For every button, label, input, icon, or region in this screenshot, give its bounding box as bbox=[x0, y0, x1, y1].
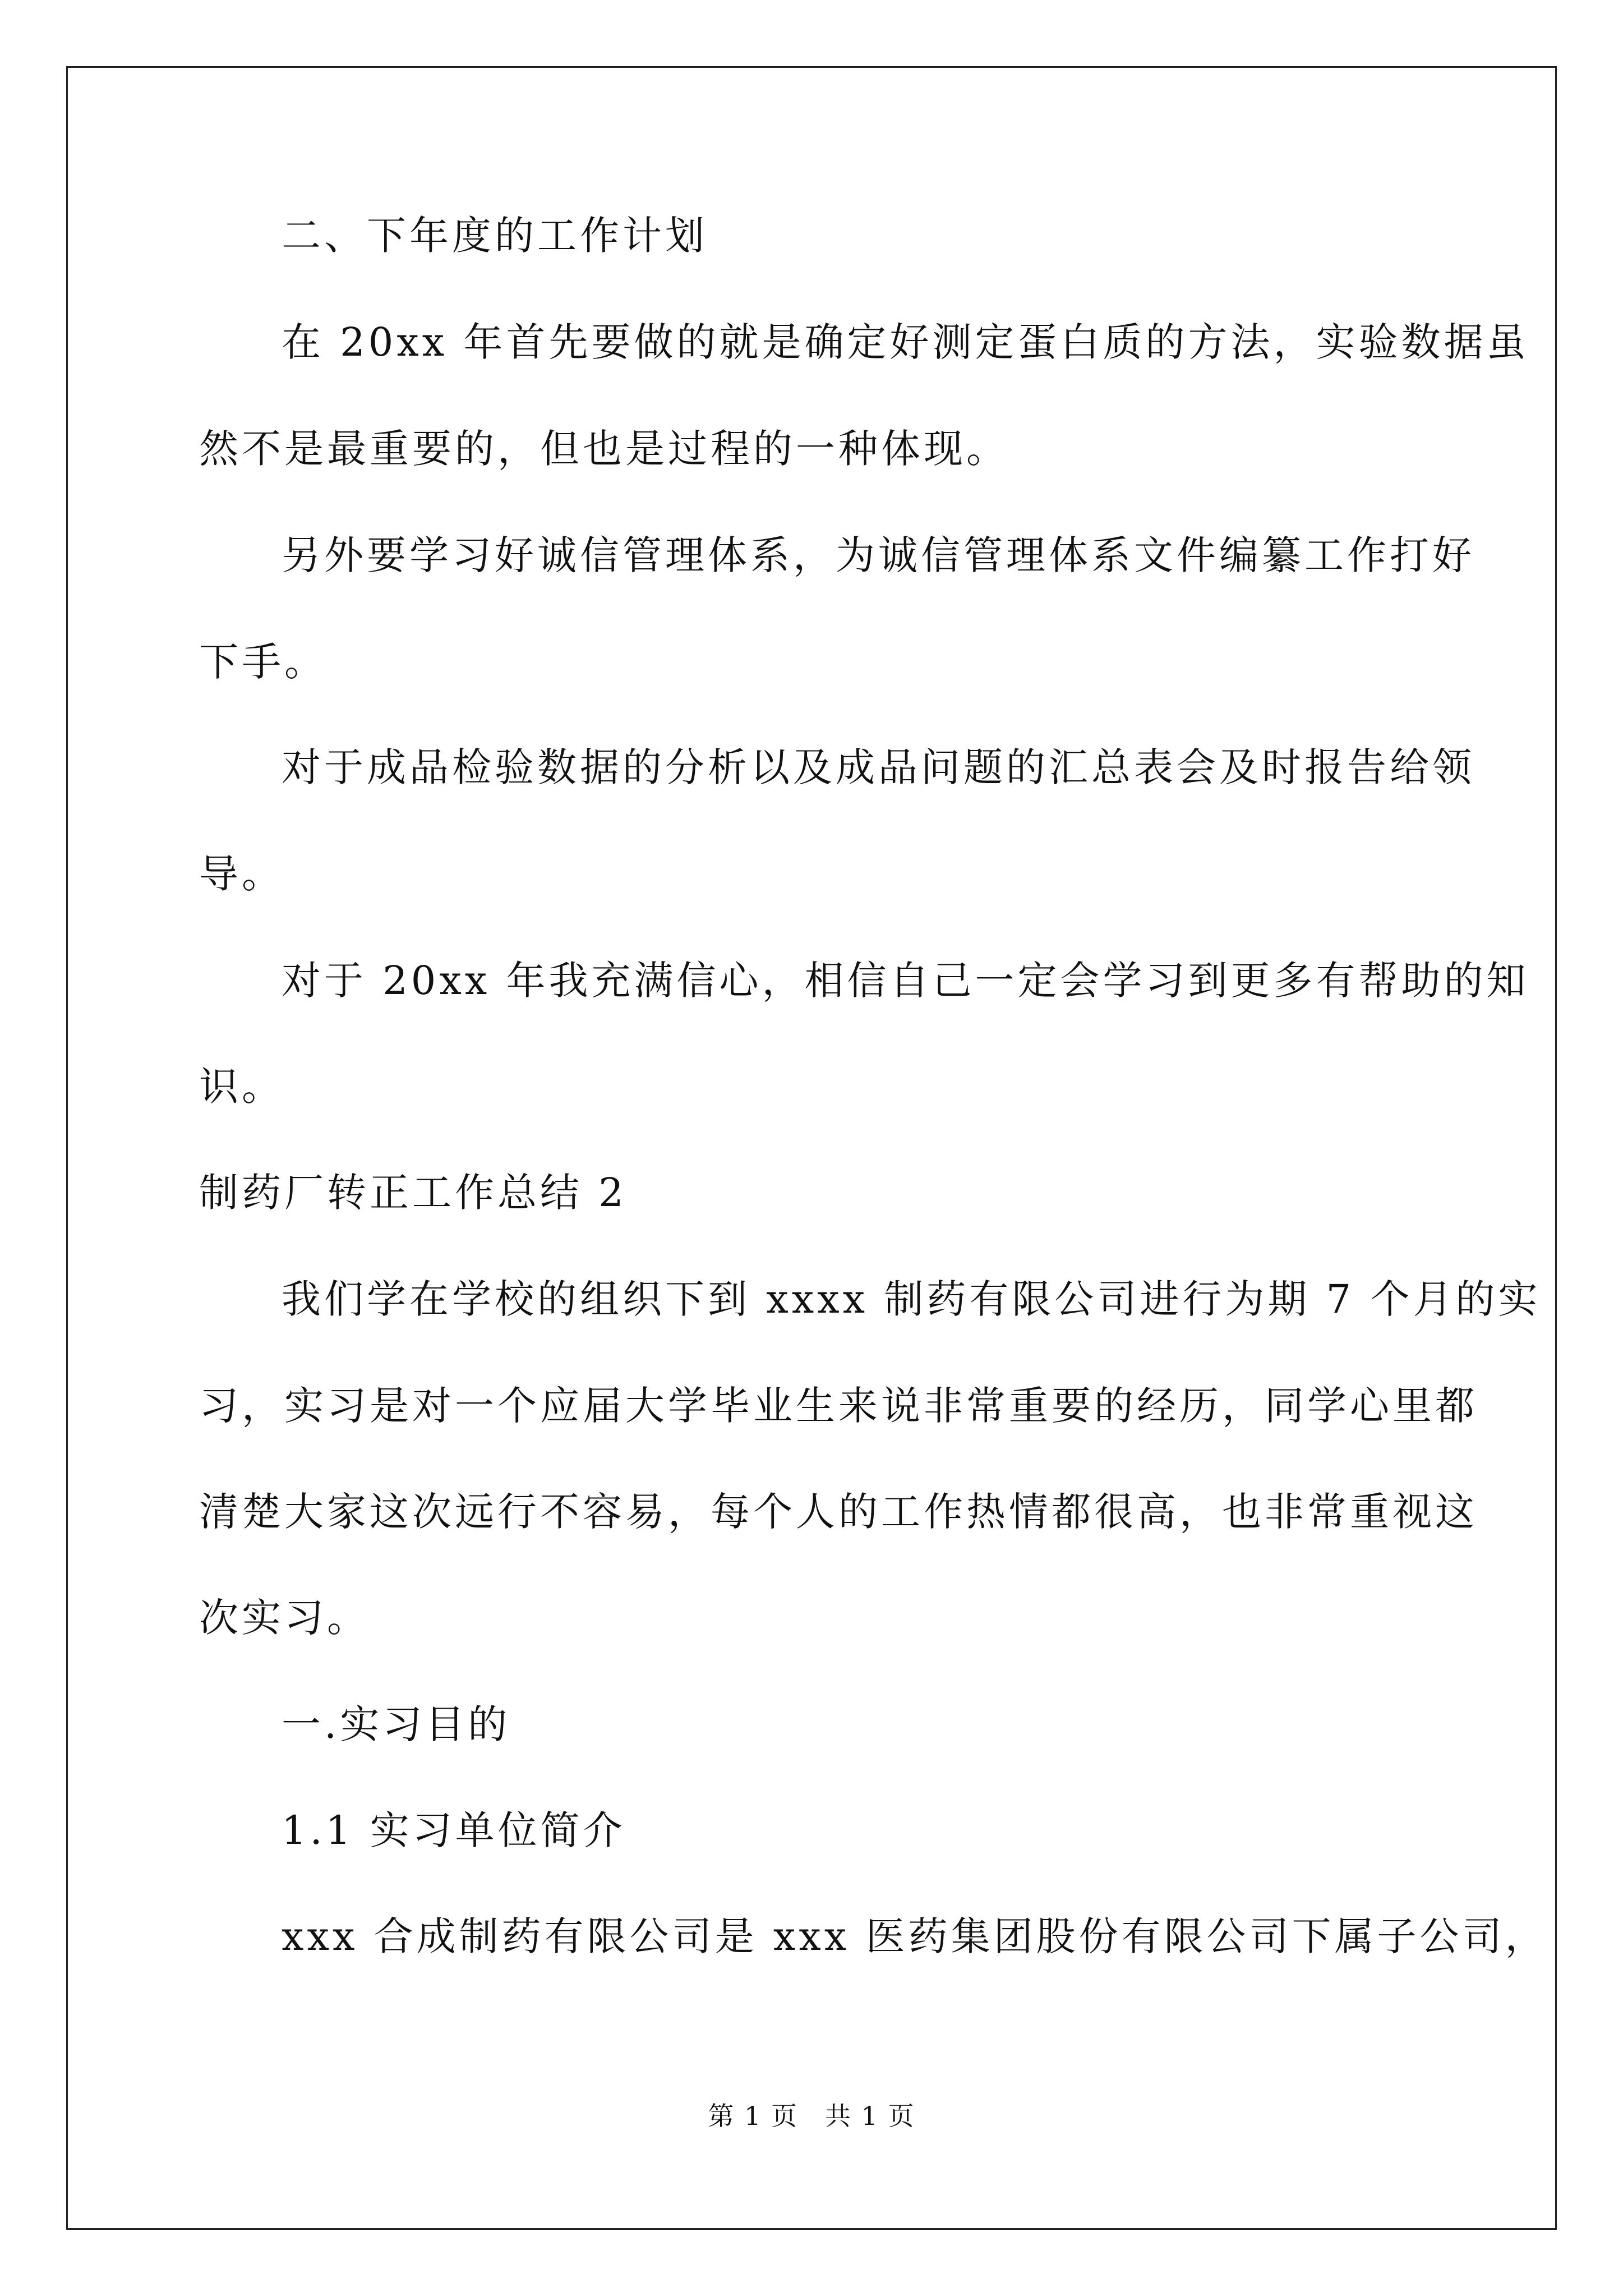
section-heading: 二、下年度的工作计划 bbox=[282, 213, 708, 259]
paragraph-line: 在 20xx 年首先要做的就是确定好测定蛋白质的方法，实验数据虽 bbox=[282, 319, 1529, 365]
page-border bbox=[66, 66, 1557, 2230]
paragraph-line: 次实习。 bbox=[199, 1595, 370, 1641]
document-title: 制药厂转正工作总结 2 bbox=[199, 1170, 627, 1216]
paragraph-line: 清楚大家这次远行不容易，每个人的工作热情都很高，也非常重视这 bbox=[199, 1489, 1478, 1535]
paragraph-line: 对于成品检验数据的分析以及成品问题的汇总表会及时报告给领 bbox=[282, 744, 1475, 790]
section-heading: 一.实习目的 bbox=[282, 1701, 511, 1747]
paragraph-line: 习，实习是对一个应届大学毕业生来说非常重要的经历，同学心里都 bbox=[199, 1383, 1478, 1429]
subsection-heading: 1.1 实习单位简介 bbox=[282, 1807, 626, 1853]
paragraph-line: 另外要学习好诚信管理体系，为诚信管理体系文件编纂工作打好 bbox=[282, 532, 1475, 578]
page-number-footer: 第 1 页 共 1 页 bbox=[708, 2101, 915, 2131]
paragraph-line: 下手。 bbox=[199, 639, 327, 685]
paragraph-line: 然不是最重要的，但也是过程的一种体现。 bbox=[199, 426, 1009, 472]
paragraph-line: 我们学在学校的组织下到 xxxx 制药有限公司进行为期 7 个月的实 bbox=[282, 1276, 1541, 1322]
paragraph-line: 导。 bbox=[199, 851, 284, 897]
paragraph-line: 识。 bbox=[199, 1064, 284, 1110]
paragraph-line: 对于 20xx 年我充满信心，相信自己一定会学习到更多有帮助的知 bbox=[282, 958, 1529, 1004]
paragraph-line: xxx 合成制药有限公司是 xxx 医药集团股份有限公司下属子公司， bbox=[282, 1913, 1548, 1959]
